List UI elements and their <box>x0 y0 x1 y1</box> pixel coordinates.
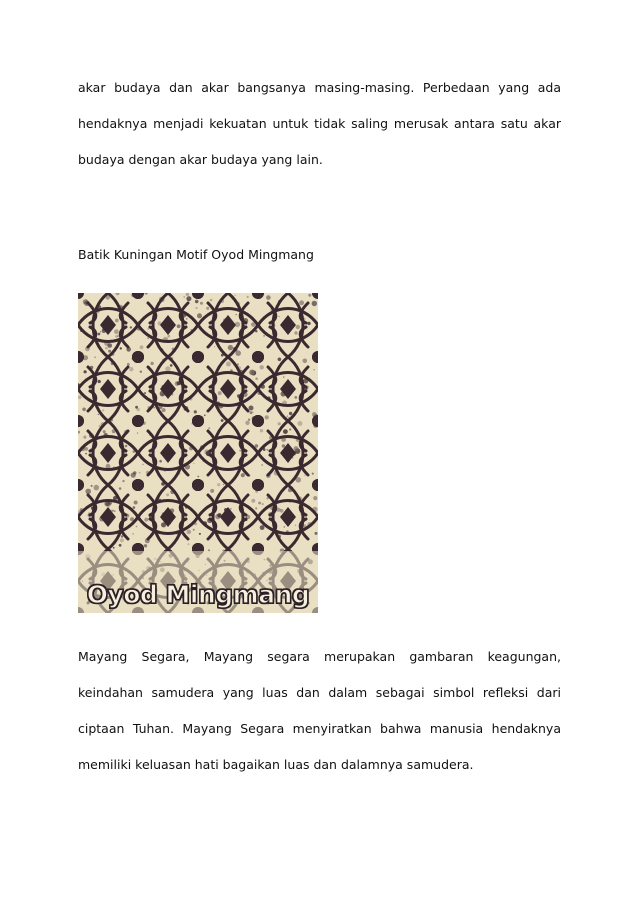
paragraph-intro: akar budaya dan akar bangsanya masing-masing. Perbedaan yang ada hendaknya menjadi kekuatan untuk tidak saling merusak antara satu akar budaya dengan akar budaya yang lain. <box>78 80 561 167</box>
image-caption: Batik Kuningan Motif Oyod Mingmang <box>78 247 314 262</box>
batik-image-label: Oyod Mingmang <box>86 580 310 609</box>
batik-pattern <box>78 293 318 613</box>
paragraph-mayang-segara: Mayang Segara, Mayang segara merupakan gambaran keagungan, keindahan samudera yang luas dan dalam sebagai simbol refleksi dari ciptaan Tuhan. Mayang Segara menyiratkan bahwa manusia hendaknya memiliki keluasan hati bagaikan luas dan dalamnya samudera. <box>78 649 561 772</box>
batik-oyod-mingmang-image <box>78 293 318 613</box>
